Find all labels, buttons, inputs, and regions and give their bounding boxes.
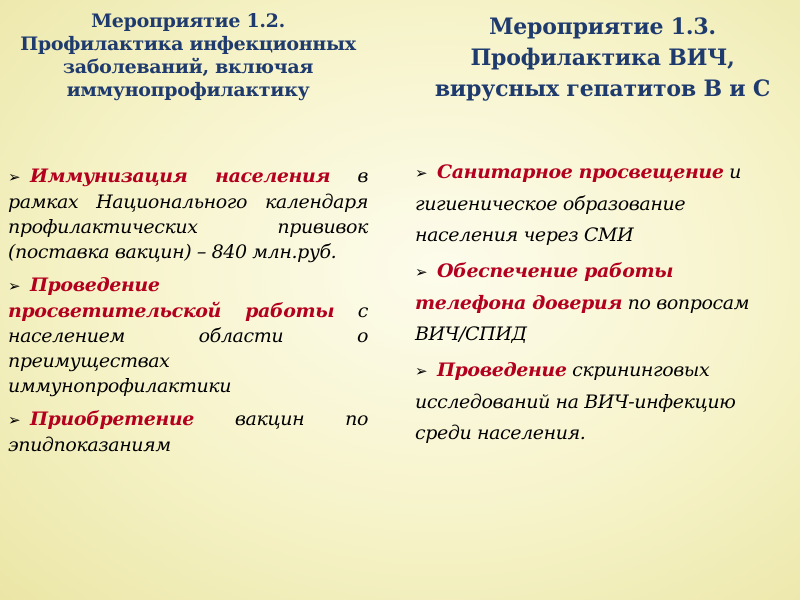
arrowhead-bullet-icon: ➢ xyxy=(415,362,428,380)
left-column xyxy=(8,0,368,466)
list-item xyxy=(8,273,368,399)
list-item xyxy=(8,407,368,458)
right-column xyxy=(415,0,790,454)
item-highlight: Проведение xyxy=(437,359,567,381)
item-highlight: Проведение просветительской работы xyxy=(8,274,335,322)
list-item xyxy=(415,157,790,251)
arrowhead-bullet-icon: ➢ xyxy=(415,164,428,182)
item-text: и гигиеническое образование населения через СМИ xyxy=(415,161,742,246)
item-text: по вопросам ВИЧ/СПИД xyxy=(415,292,750,345)
item-text: скрининговых исследований на ВИЧ-инфекцию среди населения. xyxy=(415,359,736,444)
left-heading: Мероприятие 1.2. Профилактика инфекционных заболеваний, включая иммунопрофилактику xyxy=(20,10,356,101)
arrowhead-bullet-icon: ➢ xyxy=(415,263,428,281)
item-text: в рамках Национального календаря профилактических прививок (поставка вакцин) – 840 млн.руб. xyxy=(8,165,368,263)
item-highlight: Приобретение xyxy=(30,408,194,430)
item-highlight: Иммунизация населения xyxy=(30,165,331,187)
arrowhead-bullet-icon: ➢ xyxy=(8,411,21,429)
right-heading: Мероприятие 1.3. Профилактика ВИЧ, вирусных гепатитов В и С xyxy=(434,14,771,102)
item-highlight: Обеспечение работы телефона доверия xyxy=(415,260,674,314)
list-item xyxy=(415,256,790,350)
list-item xyxy=(8,164,368,265)
item-text: вакцин по эпидпоказаниям xyxy=(8,408,368,456)
left-item-list xyxy=(8,164,368,458)
item-text: с населением области о преимуществах иммунопрофилактики xyxy=(8,300,368,397)
arrowhead-bullet-icon: ➢ xyxy=(8,168,21,186)
item-highlight: Санитарное просвещение xyxy=(437,161,724,183)
list-item xyxy=(415,355,790,449)
arrowhead-bullet-icon: ➢ xyxy=(8,277,21,295)
right-item-list xyxy=(415,157,790,449)
